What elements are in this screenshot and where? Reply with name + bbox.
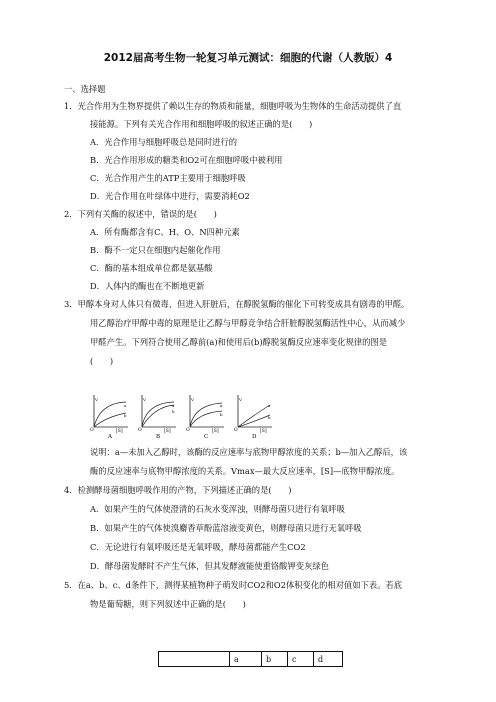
graph-d-curve-b-label: b	[268, 415, 271, 420]
graph-c-curve-a	[190, 403, 222, 427]
graph-c-x-label: [S]	[212, 429, 219, 434]
graph-b-curve-a-label: a	[172, 403, 175, 408]
section-heading: 一、选择题	[64, 84, 106, 94]
graph-d-x-label: [S]	[260, 429, 267, 434]
q3-stem-line1: 3．甲醇本身对人体只有微毒，但进入肝脏后，在醇脱氢酶的催化下可转变成具有剧毒的甲醛。	[64, 299, 410, 309]
q4-stem: 4．检测酵母菌细胞呼吸作用的产物，下列描述正确的是( )	[64, 485, 292, 495]
graph-d-curve-a	[238, 405, 270, 427]
graph-a-y-label: V	[95, 397, 98, 402]
graph-d-curve-b	[238, 415, 270, 427]
graph-b-x-label: [S]	[164, 429, 171, 434]
q3-stem-line4: ( )	[90, 356, 114, 366]
graph-b-curve-b	[142, 405, 174, 427]
q1-option-d: D．光合作用在叶绿体中进行，需要消耗O2	[90, 191, 250, 201]
graph-a-origin: O	[90, 428, 94, 433]
q4-option-c: C．无论进行有氧呼吸还是无氧呼吸，酵母菌都能产生CO2	[90, 542, 306, 552]
q5-data-table	[158, 651, 343, 667]
graph-a	[90, 395, 128, 439]
document-title: 2012届高考生物一轮复习单元测试：细胞的代谢（人教版）4	[103, 52, 393, 64]
q5-stem-line1: 5．在a、b、c、d条件下，测得某植物种子萌发时CO2和O2体积变化的相对值如下表。若底	[64, 580, 403, 590]
q2-option-d: D．人体内的酶也在不断地更新	[90, 281, 205, 291]
table-header-cell-d: d	[314, 652, 343, 667]
graph-c-curve-b	[190, 411, 222, 427]
q4-option-d: D．酵母菌发酵时不产生气体，但其发酵液能使重铬酸钾变灰绿色	[90, 561, 329, 571]
table-header-cell-c: c	[288, 652, 314, 667]
q1-stem-line1: 1．光合作用为生物界提供了赖以生存的物质和能量，细胞呼吸为生物体的生命活动提供了直	[64, 101, 402, 111]
q1-option-a: A．光合作用与细胞呼吸总是同时进行的	[90, 137, 238, 147]
q4-option-b: B．如果产生的气体使溴麝香草酚蓝溶液变黄色，则酵母菌只进行无氧呼吸	[90, 523, 362, 533]
table-header-row	[159, 652, 343, 667]
graph-b-y-label: V	[143, 397, 146, 402]
graph-c-curve-a-label: a	[220, 403, 223, 408]
graph-c-origin: O	[186, 428, 190, 433]
graph-d	[234, 395, 272, 439]
q4-option-a: A．如果产生的气体使澄清的石灰水变浑浊，则酵母菌只进行有氧呼吸	[90, 504, 345, 514]
graph-c	[186, 395, 224, 439]
graph-c-curve-b-label: b	[220, 412, 223, 417]
graph-a-curve-b-label: b	[124, 413, 127, 418]
graph-a-x-label: [S]	[116, 429, 123, 434]
table-header-cell-empty	[159, 652, 230, 667]
graph-d-origin: O	[234, 428, 238, 433]
graph-b-label: B	[156, 434, 161, 439]
graph-d-curve-a-label: a	[268, 403, 271, 408]
graph-d-label: D	[252, 434, 257, 439]
graph-a-label: A	[108, 434, 112, 439]
q2-stem: 2．下列有关酶的叙述中，错误的是( )	[64, 209, 217, 219]
q3-stem-line3: 甲醛产生。下列符合使用乙醇前(a)和使用后(b)醇脱氢酶反应速率变化规律的图是	[90, 337, 388, 347]
graph-b	[138, 395, 176, 439]
graph-c-label: C	[204, 434, 209, 439]
q1-option-c: C．光合作用产生的ATP主要用于细胞呼吸	[90, 173, 246, 183]
q1-option-b: B．光合作用形成的糖类和O2可在细胞呼吸中被利用	[90, 155, 283, 165]
q3-explanation-line1: 说明：a—未加入乙醇时，该酶的反应速率与底物甲醇浓度的关系；b—加入乙醇后，该	[90, 447, 408, 457]
q3-explanation-line2: 酶的反应速率与底物甲醇浓度的关系。Vmax—最大反应速率，[S]—底物甲醇浓度。	[90, 466, 400, 476]
q1-stem-line2: 接能源。下列有关光合作用和细胞呼吸的叙述正确的是( )	[90, 119, 313, 129]
graph-a-curve-a-label: a	[124, 403, 127, 408]
q3-stem-line2: 用乙醇治疗甲醇中毒的原理是让乙醇与甲醇竞争结合肝脏醇脱氢酶活性中心，从而减少	[90, 318, 406, 328]
q2-option-b: B．酶不一定只在细胞内起催化作用	[90, 245, 221, 255]
q3-graphs-figure	[88, 393, 278, 439]
table-header-cell-b: b	[262, 652, 288, 667]
graph-d-y-label: V	[239, 397, 242, 402]
q5-stem-line2: 物是葡萄糖，则下列叙述中正确的是( )	[90, 599, 246, 609]
graph-b-curve-b-label: b	[172, 409, 175, 414]
graph-c-y-label: V	[191, 397, 194, 402]
q2-option-c: C．酶的基本组成单位都是氨基酸	[90, 263, 213, 273]
q2-option-a: A．所有酶都含有C、H、O、N四种元素	[90, 227, 240, 237]
table-header-cell-a: a	[230, 652, 262, 667]
graph-b-origin: O	[138, 428, 142, 433]
